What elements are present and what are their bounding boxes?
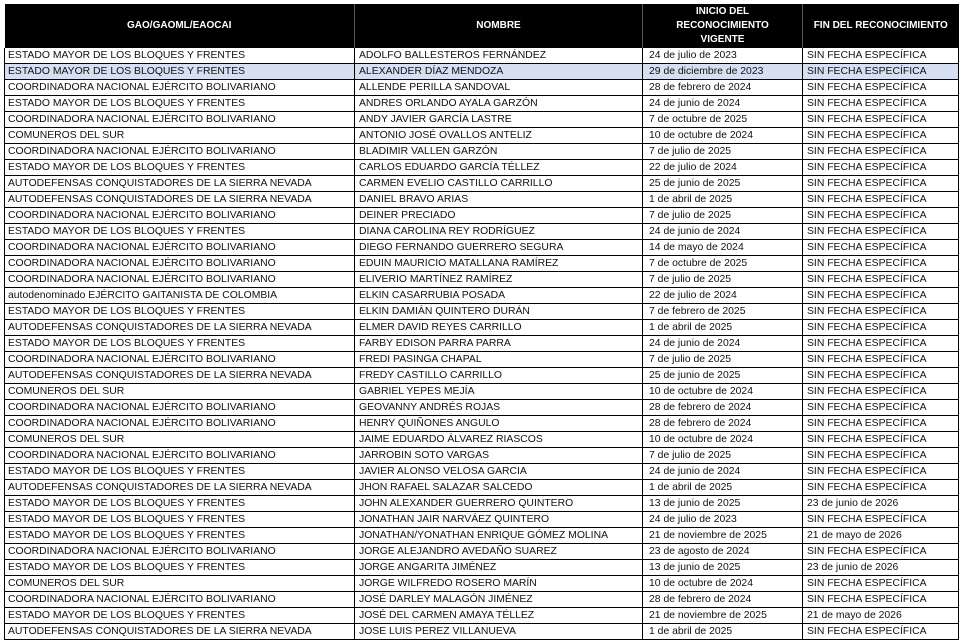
cell-end-date: SIN FECHA ESPECÍFICA <box>803 240 959 256</box>
cell-start-date: 23 de agosto de 2024 <box>643 544 803 560</box>
recognition-table <box>4 4 959 640</box>
cell-start-date: 7 de julio de 2025 <box>643 272 803 288</box>
cell-group: ESTADO MAYOR DE LOS BLOQUES Y FRENTES <box>5 496 355 512</box>
cell-start-date: 7 de febrero de 2025 <box>643 304 803 320</box>
cell-start-date: 24 de julio de 2023 <box>643 512 803 528</box>
table-row <box>5 64 959 80</box>
table-row <box>5 416 959 432</box>
table-row <box>5 576 959 592</box>
table-row <box>5 256 959 272</box>
cell-start-date: 24 de julio de 2023 <box>643 48 803 64</box>
cell-group: ESTADO MAYOR DE LOS BLOQUES Y FRENTES <box>5 96 355 112</box>
cell-end-date: SIN FECHA ESPECÍFICA <box>803 80 959 96</box>
cell-start-date: 29 de diciembre de 2023 <box>643 64 803 80</box>
table-row <box>5 464 959 480</box>
cell-start-date: 25 de junio de 2025 <box>643 368 803 384</box>
table-row <box>5 48 959 64</box>
cell-end-date: SIN FECHA ESPECÍFICA <box>803 288 959 304</box>
cell-end-date: SIN FECHA ESPECÍFICA <box>803 96 959 112</box>
cell-end-date: SIN FECHA ESPECÍFICA <box>803 448 959 464</box>
table-row <box>5 352 959 368</box>
cell-group: ESTADO MAYOR DE LOS BLOQUES Y FRENTES <box>5 560 355 576</box>
cell-start-date: 1 de abril de 2025 <box>643 320 803 336</box>
header-end: FIN DEL RECONOCIMIENTO <box>803 4 959 48</box>
cell-end-date: SIN FECHA ESPECÍFICA <box>803 352 959 368</box>
cell-end-date: 21 de mayo de 2026 <box>803 528 959 544</box>
cell-end-date: SIN FECHA ESPECÍFICA <box>803 336 959 352</box>
table-container <box>4 4 958 640</box>
cell-name: ELKIN DAMIÁN QUINTERO DURÁN <box>355 304 643 320</box>
table-row <box>5 368 959 384</box>
cell-group: autodenominado EJÉRCITO GAITANISTA DE COLOMBIA <box>5 288 355 304</box>
cell-end-date: SIN FECHA ESPECÍFICA <box>803 384 959 400</box>
cell-start-date: 1 de abril de 2025 <box>643 480 803 496</box>
cell-name: JOSÉ DARLEY MALAGÓN JIMÉNEZ <box>355 592 643 608</box>
cell-name: FARBY EDISON PARRA PARRA <box>355 336 643 352</box>
table-row <box>5 288 959 304</box>
cell-group: COMUNEROS DEL SUR <box>5 576 355 592</box>
cell-end-date: 21 de mayo de 2026 <box>803 608 959 624</box>
cell-name: ELIVERIO MARTÍNEZ RAMÍREZ <box>355 272 643 288</box>
cell-name: CARLOS EDUARDO GARCÍA TÉLLEZ <box>355 160 643 176</box>
table-row <box>5 448 959 464</box>
table-row <box>5 208 959 224</box>
cell-start-date: 1 de abril de 2025 <box>643 192 803 208</box>
cell-group: ESTADO MAYOR DE LOS BLOQUES Y FRENTES <box>5 64 355 80</box>
cell-group: COORDINADORA NACIONAL EJÉRCITO BOLIVARIANO <box>5 352 355 368</box>
cell-end-date: SIN FECHA ESPECÍFICA <box>803 48 959 64</box>
table-row <box>5 80 959 96</box>
table-body <box>5 48 959 640</box>
cell-name: JAVIER ALONSO VELOSA GARCIA <box>355 464 643 480</box>
table-header <box>5 4 959 48</box>
cell-end-date: SIN FECHA ESPECÍFICA <box>803 192 959 208</box>
table-row <box>5 496 959 512</box>
cell-end-date: SIN FECHA ESPECÍFICA <box>803 256 959 272</box>
cell-end-date: 23 de junio de 2026 <box>803 496 959 512</box>
cell-group: ESTADO MAYOR DE LOS BLOQUES Y FRENTES <box>5 160 355 176</box>
cell-group: COORDINADORA NACIONAL EJÉRCITO BOLIVARIANO <box>5 144 355 160</box>
cell-end-date: SIN FECHA ESPECÍFICA <box>803 464 959 480</box>
cell-end-date: SIN FECHA ESPECÍFICA <box>803 432 959 448</box>
cell-start-date: 24 de junio de 2024 <box>643 464 803 480</box>
cell-group: ESTADO MAYOR DE LOS BLOQUES Y FRENTES <box>5 48 355 64</box>
cell-name: ELKIN CASARRUBIA POSADA <box>355 288 643 304</box>
cell-name: JOHN ALEXANDER GUERRERO QUINTERO <box>355 496 643 512</box>
cell-start-date: 7 de julio de 2025 <box>643 352 803 368</box>
cell-start-date: 28 de febrero de 2024 <box>643 400 803 416</box>
table-row <box>5 336 959 352</box>
cell-name: ANTONIO JOSÉ OVALLOS ANTELIZ <box>355 128 643 144</box>
cell-start-date: 28 de febrero de 2024 <box>643 416 803 432</box>
table-row <box>5 160 959 176</box>
table-row <box>5 144 959 160</box>
cell-name: ANDY JAVIER GARCÍA LASTRE <box>355 112 643 128</box>
cell-name: EDUIN MAURICIO MATALLANA RAMÍREZ <box>355 256 643 272</box>
cell-group: COORDINADORA NACIONAL EJÉRCITO BOLIVARIANO <box>5 272 355 288</box>
cell-name: JORGE ALEJANDRO AVEDAÑO SUAREZ <box>355 544 643 560</box>
header-row <box>5 4 959 48</box>
cell-start-date: 14 de mayo de 2024 <box>643 240 803 256</box>
cell-name: DIANA CAROLINA REY RODRÍGUEZ <box>355 224 643 240</box>
cell-start-date: 21 de noviembre de 2025 <box>643 608 803 624</box>
table-row <box>5 608 959 624</box>
cell-name: JAIME EDUARDO ÁLVAREZ RIASCOS <box>355 432 643 448</box>
table-row <box>5 592 959 608</box>
cell-group: ESTADO MAYOR DE LOS BLOQUES Y FRENTES <box>5 224 355 240</box>
cell-start-date: 13 de junio de 2025 <box>643 560 803 576</box>
cell-name: JONATHAN/YONATHAN ENRIQUE GÓMEZ MOLINA <box>355 528 643 544</box>
cell-group: COORDINADORA NACIONAL EJÉRCITO BOLIVARIANO <box>5 112 355 128</box>
table-row <box>5 528 959 544</box>
table-row <box>5 96 959 112</box>
cell-name: FREDI PASINGA CHAPAL <box>355 352 643 368</box>
cell-end-date: SIN FECHA ESPECÍFICA <box>803 160 959 176</box>
cell-name: ADOLFO BALLESTEROS FERNÁNDEZ <box>355 48 643 64</box>
cell-start-date: 10 de octubre de 2024 <box>643 432 803 448</box>
cell-name: FREDY CASTILLO CARRILLO <box>355 368 643 384</box>
cell-end-date: SIN FECHA ESPECÍFICA <box>803 128 959 144</box>
cell-start-date: 10 de octubre de 2024 <box>643 384 803 400</box>
cell-end-date: SIN FECHA ESPECÍFICA <box>803 480 959 496</box>
cell-group: COORDINADORA NACIONAL EJÉRCITO BOLIVARIANO <box>5 592 355 608</box>
cell-name: JORGE WILFREDO ROSERO MARÍN <box>355 576 643 592</box>
table-row <box>5 432 959 448</box>
cell-start-date: 10 de octubre de 2024 <box>643 128 803 144</box>
cell-start-date: 24 de junio de 2024 <box>643 336 803 352</box>
cell-end-date: SIN FECHA ESPECÍFICA <box>803 544 959 560</box>
cell-name: DEINER PRECIADO <box>355 208 643 224</box>
cell-group: AUTODEFENSAS CONQUISTADORES DE LA SIERRA NEVADA <box>5 624 355 640</box>
cell-name: ANDRES ORLANDO AYALA GARZÓN <box>355 96 643 112</box>
cell-end-date: SIN FECHA ESPECÍFICA <box>803 624 959 640</box>
table-row <box>5 272 959 288</box>
cell-start-date: 7 de octubre de 2025 <box>643 256 803 272</box>
cell-name: CARMEN EVELIO CASTILLO CARRILLO <box>355 176 643 192</box>
cell-start-date: 21 de noviembre de 2025 <box>643 528 803 544</box>
cell-end-date: SIN FECHA ESPECÍFICA <box>803 144 959 160</box>
table-row <box>5 112 959 128</box>
cell-group: COORDINADORA NACIONAL EJÉRCITO BOLIVARIANO <box>5 448 355 464</box>
cell-start-date: 13 de junio de 2025 <box>643 496 803 512</box>
cell-end-date: SIN FECHA ESPECÍFICA <box>803 400 959 416</box>
cell-start-date: 1 de abril de 2025 <box>643 624 803 640</box>
cell-group: AUTODEFENSAS CONQUISTADORES DE LA SIERRA NEVADA <box>5 176 355 192</box>
cell-group: ESTADO MAYOR DE LOS BLOQUES Y FRENTES <box>5 608 355 624</box>
cell-group: COORDINADORA NACIONAL EJÉRCITO BOLIVARIANO <box>5 416 355 432</box>
table-row <box>5 624 959 640</box>
cell-start-date: 24 de junio de 2024 <box>643 224 803 240</box>
cell-end-date: SIN FECHA ESPECÍFICA <box>803 64 959 80</box>
cell-end-date: SIN FECHA ESPECÍFICA <box>803 304 959 320</box>
cell-name: BLADIMIR VALLEN GARZÓN <box>355 144 643 160</box>
table-row <box>5 400 959 416</box>
cell-end-date: 23 de junio de 2026 <box>803 560 959 576</box>
cell-start-date: 25 de junio de 2025 <box>643 176 803 192</box>
cell-start-date: 28 de febrero de 2024 <box>643 80 803 96</box>
cell-group: ESTADO MAYOR DE LOS BLOQUES Y FRENTES <box>5 304 355 320</box>
cell-end-date: SIN FECHA ESPECÍFICA <box>803 208 959 224</box>
cell-group: COORDINADORA NACIONAL EJÉRCITO BOLIVARIANO <box>5 208 355 224</box>
cell-name: ALEXANDER DÍAZ MENDOZA <box>355 64 643 80</box>
cell-group: AUTODEFENSAS CONQUISTADORES DE LA SIERRA NEVADA <box>5 480 355 496</box>
cell-name: HENRY QUIÑONES ANGULO <box>355 416 643 432</box>
cell-name: JHON RAFAEL SALAZAR SALCEDO <box>355 480 643 496</box>
table-row <box>5 320 959 336</box>
cell-group: COMUNEROS DEL SUR <box>5 128 355 144</box>
cell-start-date: 7 de octubre de 2025 <box>643 112 803 128</box>
cell-group: COMUNEROS DEL SUR <box>5 384 355 400</box>
cell-group: AUTODEFENSAS CONQUISTADORES DE LA SIERRA NEVADA <box>5 320 355 336</box>
cell-name: ALLENDE PERILLA SANDOVAL <box>355 80 643 96</box>
cell-group: COORDINADORA NACIONAL EJÉRCITO BOLIVARIANO <box>5 256 355 272</box>
cell-name: GEOVANNY ANDRÉS ROJAS <box>355 400 643 416</box>
header-group: GAO/GAOML/EAOCAI <box>5 4 355 48</box>
table-row <box>5 384 959 400</box>
cell-start-date: 7 de julio de 2025 <box>643 208 803 224</box>
cell-name: JOSÉ DEL CARMEN AMAYA TÉLLEZ <box>355 608 643 624</box>
header-name: NOMBRE <box>355 4 643 48</box>
table-row <box>5 560 959 576</box>
cell-end-date: SIN FECHA ESPECÍFICA <box>803 176 959 192</box>
cell-end-date: SIN FECHA ESPECÍFICA <box>803 112 959 128</box>
cell-start-date: 22 de julio de 2024 <box>643 288 803 304</box>
cell-group: COORDINADORA NACIONAL EJÉRCITO BOLIVARIANO <box>5 400 355 416</box>
cell-group: COORDINADORA NACIONAL EJÉRCITO BOLIVARIANO <box>5 240 355 256</box>
cell-name: JORGE ANGARITA JIMÉNEZ <box>355 560 643 576</box>
cell-start-date: 28 de febrero de 2024 <box>643 592 803 608</box>
cell-group: COORDINADORA NACIONAL EJÉRCITO BOLIVARIANO <box>5 80 355 96</box>
table-row <box>5 240 959 256</box>
cell-end-date: SIN FECHA ESPECÍFICA <box>803 416 959 432</box>
cell-group: COORDINADORA NACIONAL EJÉRCITO BOLIVARIANO <box>5 544 355 560</box>
cell-end-date: SIN FECHA ESPECÍFICA <box>803 592 959 608</box>
cell-start-date: 7 de julio de 2025 <box>643 448 803 464</box>
cell-end-date: SIN FECHA ESPECÍFICA <box>803 512 959 528</box>
table-row <box>5 480 959 496</box>
header-start <box>643 4 803 48</box>
cell-start-date: 22 de julio de 2024 <box>643 160 803 176</box>
cell-group: ESTADO MAYOR DE LOS BLOQUES Y FRENTES <box>5 528 355 544</box>
cell-start-date: 24 de junio de 2024 <box>643 96 803 112</box>
cell-end-date: SIN FECHA ESPECÍFICA <box>803 224 959 240</box>
cell-start-date: 10 de octubre de 2024 <box>643 576 803 592</box>
cell-group: COMUNEROS DEL SUR <box>5 432 355 448</box>
table-row <box>5 304 959 320</box>
cell-group: ESTADO MAYOR DE LOS BLOQUES Y FRENTES <box>5 464 355 480</box>
table-row <box>5 176 959 192</box>
cell-name: JOSE LUIS PEREZ VILLANUEVA <box>355 624 643 640</box>
table-row <box>5 224 959 240</box>
cell-end-date: SIN FECHA ESPECÍFICA <box>803 368 959 384</box>
cell-group: AUTODEFENSAS CONQUISTADORES DE LA SIERRA NEVADA <box>5 192 355 208</box>
cell-name: ELMER DAVID REYES CARRILLO <box>355 320 643 336</box>
table-row <box>5 512 959 528</box>
cell-start-date: 7 de julio de 2025 <box>643 144 803 160</box>
cell-end-date: SIN FECHA ESPECÍFICA <box>803 272 959 288</box>
cell-end-date: SIN FECHA ESPECÍFICA <box>803 320 959 336</box>
cell-name: GABRIEL YEPES MEJÍA <box>355 384 643 400</box>
cell-group: AUTODEFENSAS CONQUISTADORES DE LA SIERRA NEVADA <box>5 368 355 384</box>
header-start-text: INICIO DEL RECONOCIMIENTO VIGENTE <box>676 6 769 45</box>
cell-end-date: SIN FECHA ESPECÍFICA <box>803 576 959 592</box>
cell-group: ESTADO MAYOR DE LOS BLOQUES Y FRENTES <box>5 336 355 352</box>
cell-name: DANIEL BRAVO ARIAS <box>355 192 643 208</box>
cell-name: DIEGO FERNANDO GUERRERO SEGURA <box>355 240 643 256</box>
table-row <box>5 192 959 208</box>
cell-name: JARROBIN SOTO VARGAS <box>355 448 643 464</box>
table-row <box>5 128 959 144</box>
cell-name: JONATHAN JAIR NARVÁEZ QUINTERO <box>355 512 643 528</box>
table-row <box>5 544 959 560</box>
cell-group: ESTADO MAYOR DE LOS BLOQUES Y FRENTES <box>5 512 355 528</box>
